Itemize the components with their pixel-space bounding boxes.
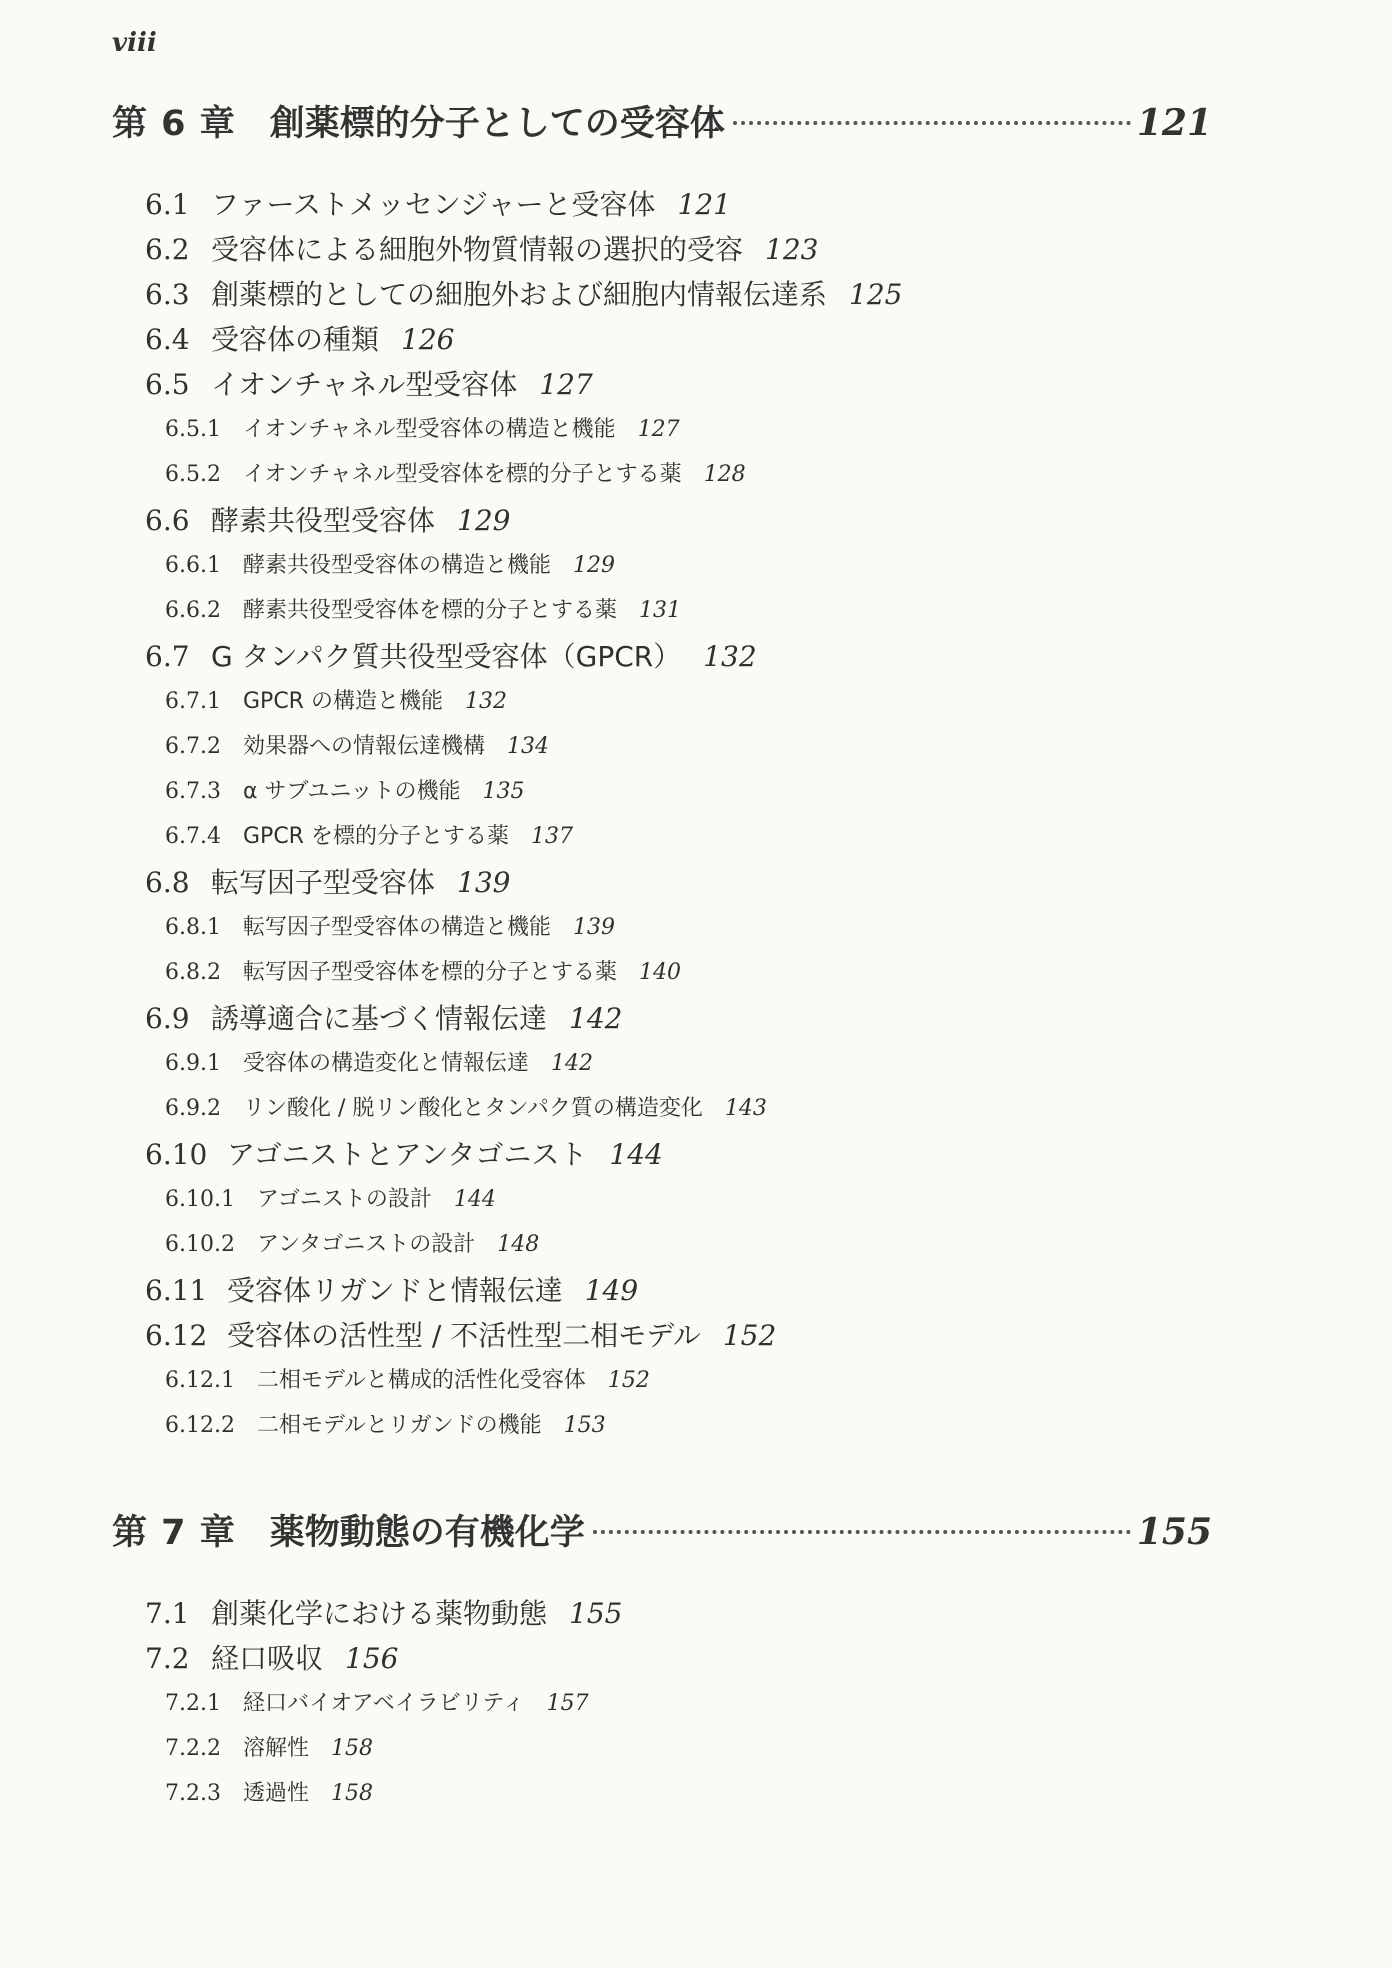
entry-title: 創薬化学における薬物動態 [211, 1597, 548, 1630]
entry-title: リン酸化 / 脱リン酸化とタンパク質の構造変化 [243, 1096, 703, 1121]
toc-subsection[interactable] [165, 1731, 373, 1762]
toc-subsection[interactable] [165, 684, 507, 715]
entry-page: 144 [453, 1187, 496, 1212]
entry-page: 158 [331, 1781, 374, 1806]
toc-subsection[interactable] [165, 1776, 373, 1807]
entry-number: 6.8.2 [165, 960, 221, 985]
toc-section[interactable] [145, 1133, 663, 1173]
entry-number: 6.11 [145, 1274, 208, 1307]
toc-subsection[interactable] [165, 412, 680, 443]
entry-number: 6.12 [145, 1319, 208, 1352]
entry-number: 6.6.1 [165, 553, 221, 578]
entry-number: 6.10.1 [165, 1187, 235, 1212]
chapter-title: 薬物動態の有機化学 [269, 1513, 585, 1553]
entry-title: アゴニストの設計 [257, 1187, 432, 1212]
entry-number: 7.2.3 [165, 1781, 221, 1806]
entry-title: ファーストメッセンジャーと受容体 [211, 188, 656, 221]
entry-page: 158 [331, 1736, 374, 1761]
entry-title: 受容体の活性型 / 不活性型二相モデル [227, 1319, 701, 1352]
entry-page: 129 [573, 553, 616, 578]
chapter-label: 第 6 章 [112, 104, 236, 144]
entry-number: 6.12.1 [165, 1368, 235, 1393]
toc-subsection[interactable] [165, 729, 549, 760]
entry-title: GPCR を標的分子とする薬 [243, 824, 509, 849]
entry-number: 6.2 [145, 233, 190, 266]
toc-subsection[interactable] [165, 1182, 496, 1213]
entry-title: 受容体の構造変化と情報伝達 [243, 1051, 530, 1076]
entry-number: 6.9.1 [165, 1051, 221, 1076]
entry-number: 6.9.2 [165, 1096, 221, 1121]
entry-number: 7.2 [145, 1642, 190, 1675]
entry-title: 二相モデルと構成的活性化受容体 [257, 1368, 586, 1393]
toc-subsection[interactable] [165, 1046, 593, 1077]
entry-page: 135 [482, 779, 525, 804]
entry-title: イオンチャネル型受容体の構造と機能 [243, 417, 616, 442]
entry-number: 6.1 [145, 188, 190, 221]
chapter-label: 第 7 章 [112, 1513, 236, 1553]
entry-page: 132 [703, 640, 757, 673]
toc-section[interactable] [145, 1269, 638, 1309]
entry-number: 6.7.2 [165, 734, 221, 759]
entry-page: 144 [609, 1138, 663, 1171]
entry-page: 126 [401, 323, 455, 356]
entry-title: 転写因子型受容体の構造と機能 [243, 915, 552, 940]
toc-subsection[interactable] [165, 548, 615, 579]
entry-number: 6.8.1 [165, 915, 221, 940]
chapter-page: 121 [1136, 102, 1212, 144]
entry-title: 透過性 [243, 1781, 310, 1806]
entry-number: 6.10.2 [165, 1232, 235, 1257]
toc-section[interactable] [145, 499, 510, 539]
entry-number: 7.1 [145, 1597, 190, 1630]
toc-subsection[interactable] [165, 819, 573, 850]
entry-number: 6.6 [145, 504, 190, 537]
entry-title: 経口バイオアベイラビリティ [243, 1691, 525, 1716]
entry-page: 155 [569, 1597, 623, 1630]
toc-section[interactable] [145, 635, 757, 675]
toc-subsection[interactable] [165, 955, 681, 986]
entry-page: 128 [703, 462, 746, 487]
entry-number: 6.8 [145, 866, 190, 899]
entry-page: 127 [637, 417, 680, 442]
entry-title: 経口吸収 [211, 1642, 324, 1675]
entry-number: 6.7.1 [165, 689, 221, 714]
toc-subsection[interactable] [165, 1363, 650, 1394]
entry-number: 6.7.3 [165, 779, 221, 804]
page-number: viii [112, 28, 157, 58]
entry-page: 125 [849, 278, 903, 311]
entry-title: 酵素共役型受容体 [211, 504, 436, 537]
toc-subsection[interactable] [165, 1408, 606, 1439]
entry-title: 酵素共役型受容体の構造と機能 [243, 553, 552, 578]
entry-page: 134 [507, 734, 550, 759]
entry-title: 二相モデルとリガンドの機能 [257, 1413, 542, 1438]
entry-title: アンタゴニストの設計 [257, 1232, 476, 1257]
toc-section[interactable] [145, 1314, 776, 1354]
entry-title: 創薬標的としての細胞外および細胞内情報伝達系 [211, 278, 828, 311]
entry-number: 6.6.2 [165, 598, 221, 623]
toc-subsection[interactable] [165, 774, 525, 805]
entry-page: 127 [539, 368, 593, 401]
entry-title: G タンパク質共役型受容体（GPCR） [211, 640, 682, 673]
entry-title: α サブユニットの機能 [243, 779, 461, 804]
entry-title: 受容体による細胞外物質情報の選択的受容 [211, 233, 744, 266]
toc-section[interactable] [145, 1637, 398, 1677]
entry-page: 140 [639, 960, 682, 985]
entry-page: 148 [497, 1232, 540, 1257]
entry-title: 酵素共役型受容体を標的分子とする薬 [243, 598, 618, 623]
toc-section[interactable] [145, 273, 902, 313]
entry-page: 121 [677, 188, 731, 221]
entry-page: 137 [530, 824, 573, 849]
entry-number: 6.9 [145, 1002, 190, 1035]
entry-page: 139 [573, 915, 616, 940]
entry-number: 6.7.4 [165, 824, 221, 849]
entry-page: 139 [457, 866, 511, 899]
entry-page: 156 [345, 1642, 399, 1675]
entry-title: イオンチャネル型受容体 [211, 368, 518, 401]
toc-section[interactable] [145, 861, 510, 901]
entry-page: 123 [765, 233, 819, 266]
entry-title: 転写因子型受容体 [211, 866, 436, 899]
entry-page: 152 [722, 1319, 777, 1352]
entry-title: イオンチャネル型受容体を標的分子とする薬 [243, 462, 682, 487]
toc-subsection[interactable] [165, 910, 615, 941]
entry-title: GPCR の構造と機能 [243, 689, 443, 714]
entry-number: 6.10 [145, 1138, 208, 1171]
entry-page: 142 [551, 1051, 594, 1076]
entry-title: 受容体リガンドと情報伝達 [227, 1274, 563, 1307]
entry-number: 6.3 [145, 278, 190, 311]
entry-number: 6.4 [145, 323, 190, 356]
toc-subsection[interactable] [165, 1091, 767, 1122]
chapter-page: 155 [1136, 1511, 1212, 1553]
entry-page: 153 [563, 1413, 606, 1438]
toc-subsection[interactable] [165, 1227, 539, 1258]
toc-section[interactable] [145, 1592, 622, 1632]
leader-dots [593, 1530, 1131, 1534]
chapter-7-heading[interactable] [112, 1505, 1212, 1555]
entry-page: 143 [724, 1096, 767, 1121]
entry-page: 157 [546, 1691, 589, 1716]
entry-title: アゴニストとアンタゴニスト [227, 1138, 588, 1171]
toc-section[interactable] [145, 318, 454, 358]
toc-subsection[interactable] [165, 457, 746, 488]
entry-number: 7.2.2 [165, 1736, 221, 1761]
entry-number: 6.12.2 [165, 1413, 235, 1438]
entry-number: 6.5.2 [165, 462, 221, 487]
entry-title: 効果器への情報伝達機構 [243, 734, 486, 759]
entry-page: 149 [584, 1274, 639, 1307]
entry-page: 129 [457, 504, 511, 537]
entry-number: 6.5.1 [165, 417, 221, 442]
entry-page: 132 [464, 689, 507, 714]
entry-title: 受容体の種類 [211, 323, 380, 356]
entry-page: 142 [569, 1002, 623, 1035]
toc-section[interactable] [145, 363, 593, 403]
toc-subsection[interactable] [165, 593, 681, 624]
entry-title: 転写因子型受容体を標的分子とする薬 [243, 960, 618, 985]
leader-dots [733, 121, 1131, 125]
toc-section[interactable] [145, 228, 818, 268]
toc-section[interactable] [145, 183, 731, 223]
chapter-title: 創薬標的分子としての受容体 [269, 104, 725, 144]
entry-number: 6.7 [145, 640, 190, 673]
entry-number: 7.2.1 [165, 1691, 221, 1716]
toc-section[interactable] [145, 997, 622, 1037]
entry-title: 溶解性 [243, 1736, 310, 1761]
entry-page: 131 [639, 598, 682, 623]
entry-title: 誘導適合に基づく情報伝達 [211, 1002, 548, 1035]
chapter-6-heading[interactable] [112, 96, 1212, 146]
entry-page: 152 [607, 1368, 650, 1393]
toc-subsection[interactable] [165, 1686, 589, 1717]
entry-number: 6.5 [145, 368, 190, 401]
